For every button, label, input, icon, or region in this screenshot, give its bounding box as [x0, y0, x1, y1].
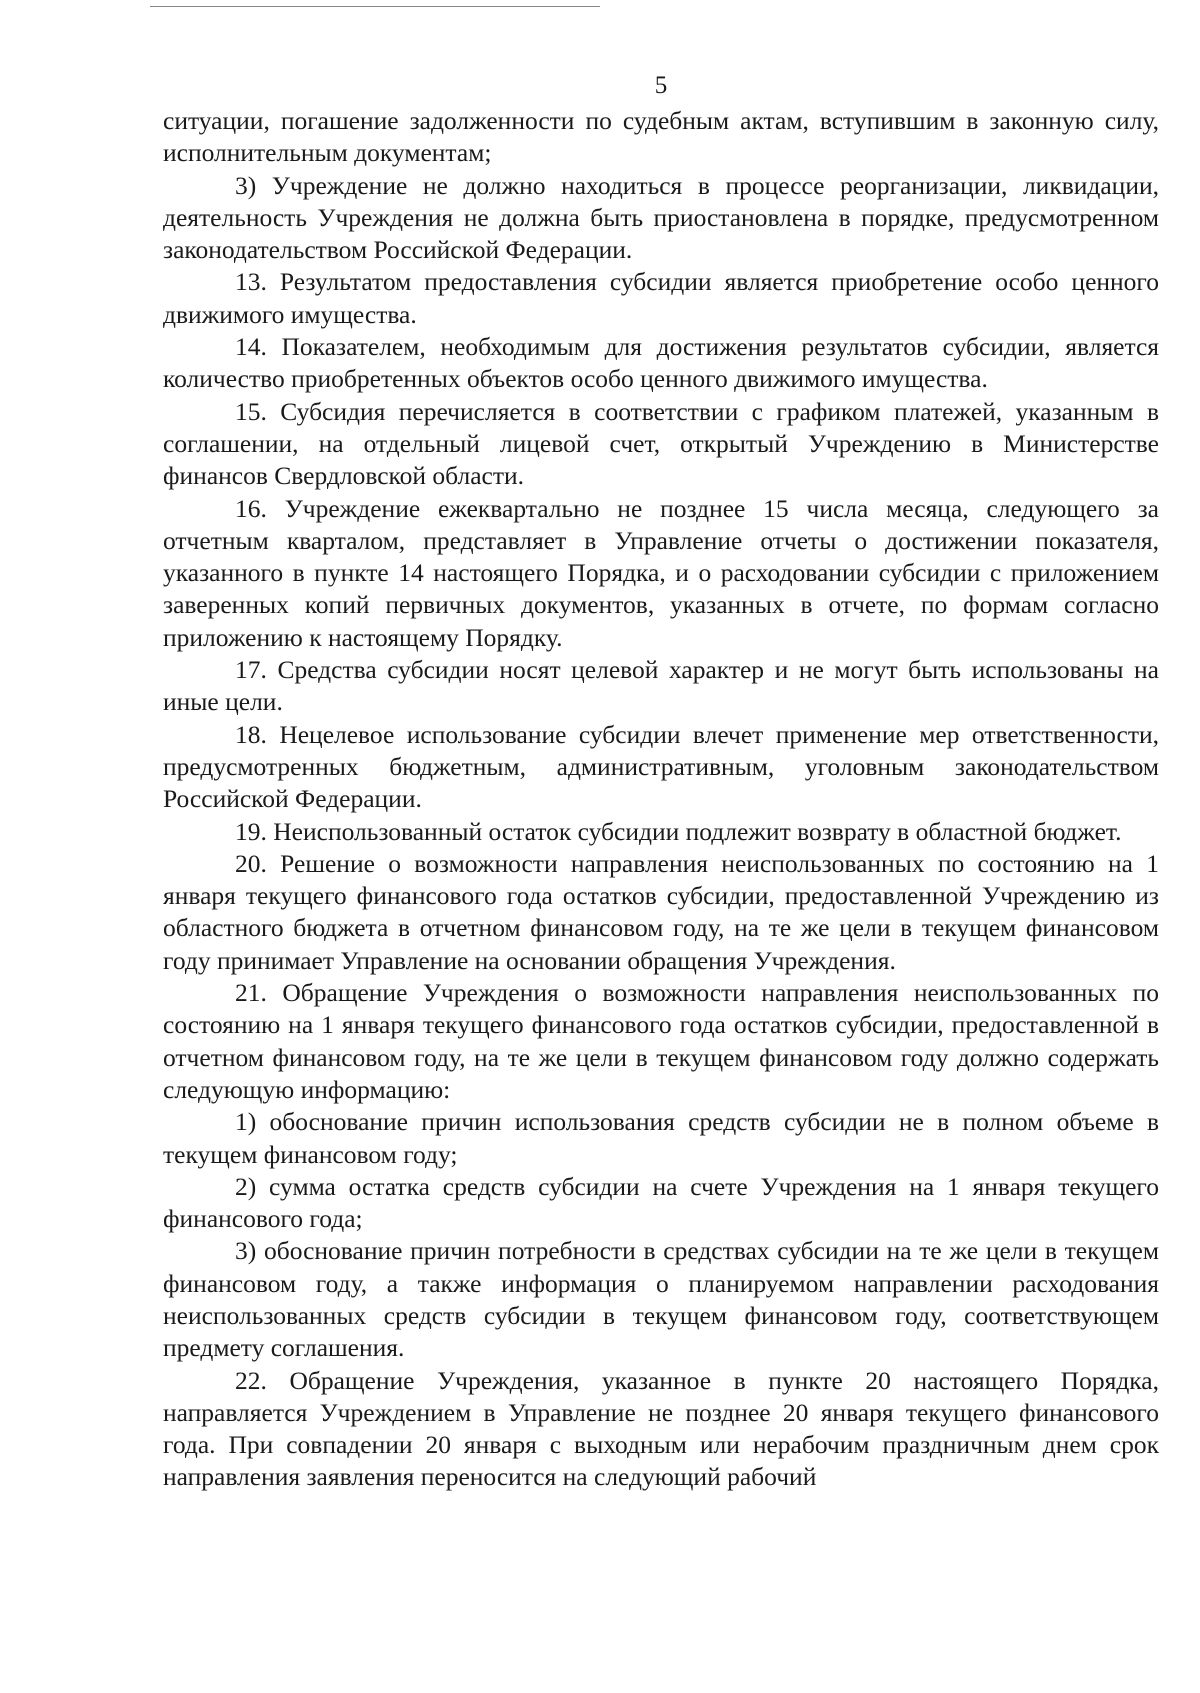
paragraph-16: 16. Учреждение ежеквартально не позднее 15 числа месяца, следующего за отчетным кварталом, представляет в Управление отчеты о достижении показателя, указанного в пункте 14 настоящего Порядка, и о расходовании субсидии с приложением заверенных копий первичных документов, указанных в отчете, по формам согласно приложению к настоящему Порядку. [163, 493, 1159, 652]
paragraph-item-3: 3) Учреждение не должно находиться в процессе реорганизации, ликвидации, деятельность Учреждения не должна быть приостановлена в порядке, предусмотренном законодательством Российской Федерации. [163, 170, 1159, 265]
paragraph-19: 19. Неиспользованный остаток субсидии подлежит возврату в областной бюджет. [235, 816, 1122, 846]
paragraph-21-item-1: 1) обоснование причин использования средств субсидии не в полном объеме в текущем финансовом году; [163, 1107, 1159, 1169]
document-page [163, 70, 1159, 1494]
document-body [163, 105, 1159, 1494]
page-number: 5 [654, 72, 668, 99]
paragraph-21: 21. Обращение Учреждения о возможности направления неиспользованных по состоянию на 1 января текущего финансового года остатков субсидии, предоставленной в отчетном финансовом году, на те же цели в текущем финансовом году должно содержать следующую информацию: [163, 978, 1159, 1104]
paragraph-21-item-2: 2) сумма остатка средств субсидии на счете Учреждения на 1 января текущего финансового года; [163, 1171, 1159, 1234]
paragraph-continuation: ситуации, погашение задолженности по судебным актам, вступившим в законную силу, исполнительным документам; [163, 106, 1159, 168]
paragraph-15: 15. Субсидия перечисляется в соответствии с графиком платежей, указанным в соглашении, на отдельный лицевой счет, открытый Учреждению в Министерстве финансов Свердловской области. [163, 396, 1159, 491]
paragraph-17: 17. Средства субсидии носят целевой характер и не могут быть использованы на иные цели. [163, 655, 1159, 717]
paragraph-21-item-3: 3) обоснование причин потребности в средствах субсидии на те же цели в текущем финансовом году, а также информация о планируемом направлении расходования неиспользованных средств субсидии в текущем финансовом году, соответствующем предмету соглашения. [163, 1236, 1159, 1363]
paragraph-13: 13. Результатом предоставления субсидии является приобретение особо ценного движимого имущества. [163, 267, 1159, 329]
scan-edge-line [150, 6, 600, 7]
paragraph-20: 20. Решение о возможности направления неиспользованных по состоянию на 1 января текущего финансового года остатков субсидии, предоставленной Учреждению из областного бюджета в отчетном финансовом году, на те же цели в текущем финансовом году принимает Управление на основании обращения Учреждения. [163, 848, 1159, 975]
paragraph-18: 18. Нецелевое использование субсидии влечет применение мер ответственности, предусмотренных бюджетным, административным, уголовным законодательством Российской Федерации. [163, 719, 1159, 814]
paragraph-22: 22. Обращение Учреждения, указанное в пункте 20 настоящего Порядка, направляется Учреждением в Управление не позднее 20 января текущего финансового года. При совпадении 20 января с выходным или нерабочим праздничным днем срок направления заявления переносится на следующий рабочий [163, 1365, 1159, 1492]
paragraph-14: 14. Показателем, необходимым для достижения результатов субсидии, является количество приобретенных объектов особо ценного движимого имущества. [163, 332, 1159, 394]
